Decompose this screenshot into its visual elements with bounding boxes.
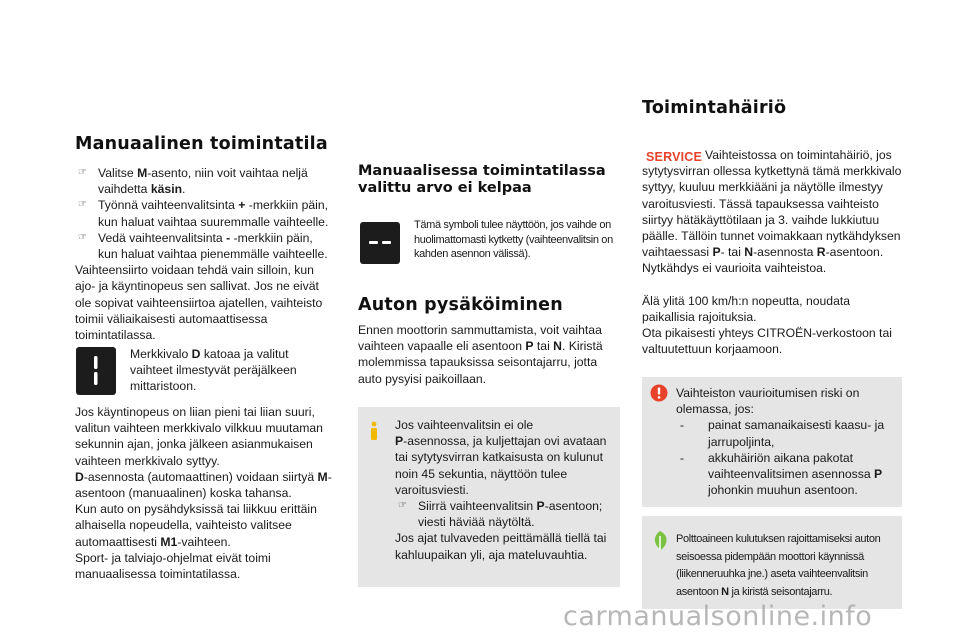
bullet-item: ☞ Työnnä vaihteenvalitsinta + -merkkiin päin, kun haluat vaihtaa suuremmalle vaihteelle.: [78, 198, 329, 229]
warning-panel: [642, 377, 902, 507]
bullet-item: ☞ Valitse M-asento, niin voit vaihtaa neljä vaihdetta käsin.: [78, 166, 308, 197]
invalid-symbol-icon: [360, 222, 400, 264]
digit-one-icon: [76, 347, 116, 395]
symbol-description: Tämä symboli tulee näyttöön, jos vaihde on huolimattomasti kytketty (vaihteenvalitsin on kahden asennon välissä).: [414, 219, 613, 260]
contact-text: Ota pikaisesti yhteys CITROËN-verkostoon tai valtuutettuun korjaamoon.: [642, 326, 892, 357]
gear-shift-paragraph: Vaihteensiirto voidaan tehdä vain silloin, kun ajo- ja käyntinopeus sen sallivat. Jos ne eivät ole sopivat vaihteensiirtoa ajatellen, vaihteisto toimii väliaikaisesti automaattisessa toimintatilassa.: [75, 263, 323, 343]
rpm-paragraph: Jos käyntinopeus on liian pieni tai liian suuri, valitun vaihteen merkkivalo vilkkuu muutaman sekunnin ajan, jonka jälkeen asianmukaisen vaihteen merkkivalo syttyy.: [75, 405, 323, 468]
manual-mode-title: Manuaalinen toimintatila: [75, 134, 328, 154]
hand-pointer-icon: ☞: [398, 500, 407, 512]
indicator-text: Merkkivalo D katoaa ja valitut vaihteet ilmestyvät peräjälkeen mittaristoon.: [130, 347, 297, 394]
service-warning-icon: SERVICE: [646, 150, 703, 164]
double-dash-icon: [360, 222, 400, 264]
programs-paragraph: Sport- ja talviajo-ohjelmat eivät toimi manuaalisessa toimintatilassa.: [75, 550, 271, 582]
gear-display-icon: [76, 347, 116, 395]
manual-mode-bullets: [75, 165, 330, 343]
hand-pointer-icon: ☞: [78, 167, 87, 178]
eco-leaf-icon: [650, 530, 670, 552]
low-speed-paragraph: Kun auto on pysähdyksissä tai liikkuu erittäin alhaisella nopeudella, vaihteisto valitsee automaattisesti M1-vaihteen.: [75, 502, 317, 549]
parking-title: Auton pysäköiminen: [358, 295, 563, 315]
invalid-value-title: Manuaalisessa toimintatilassa valittu arvo ei kelpaa: [358, 163, 606, 196]
watermark: carmanualsonline.info: [563, 601, 873, 632]
eco-panel: [642, 516, 902, 609]
hand-pointer-icon: ☞: [78, 199, 87, 211]
bullet-item: ☞ Vedä vaihteenvalitsinta - -merkkiin päin, kun haluat vaihtaa pienemmälle vaihteelle.: [78, 230, 328, 262]
info-icon: [367, 421, 381, 441]
mode-switch-paragraph: D-asennosta (automaattinen) voidaan siirtyä M-asentoon (manuaalinen) koska tahansa.: [75, 469, 332, 501]
warning-item: - painat samanaikaisesti kaasu- ja jarrupoljinta,: [680, 418, 885, 449]
warning-text: Vaihteiston vaurioitumisen riski on olemassa, jos: - painat samanaikaisesti kaasu- ja jarrupoljinta, - akkuhäiriön aikana pakotat vaihteenvalitsimen asennossa P johonkin muuhun asentoon.: [676, 385, 898, 498]
warning-icon: [650, 384, 668, 402]
warning-item: - akkuhäiriön aikana pakotat vaihteenvalitsimen asennossa P johonkin muuhun asentoon.: [680, 450, 883, 498]
parking-text: Ennen moottorin sammuttamista, voit vaihtaa vaihteen vapaalle eli asentoon P tai N. Kiristä molemmissa tapauksissa seisontajarru, jotta auto pysyisi paikoillaan.: [358, 323, 603, 386]
info-panel: [358, 407, 620, 587]
info-text: Jos vaihteenvalitsin ei ole P-asennossa, ja kuljettajan ovi avataan tai sytytysvirran katkaisusta on kulunut noin 45 sekuntia, näyttöön tulee varoitusviesti. ☞ Siirrä vaihteenvalitsin P-asentoon; viesti häviää näytöltä. Jos ajat tulvaveden peittämällä tiellä tai kahluupaikan yli, aja mateluvauhtia.: [395, 417, 615, 563]
malfunction-title: Toimintahäiriö: [642, 98, 787, 118]
malfunction-text: Vaihteistossa on toimintahäiriö, jos sytytysvirran ollessa kytkettynä tämä merkkivalo syttyy, kuuluu merkkiääni ja näytölle ilmestyy varoitusviesti. Tässä tapauksessa vaihteisto siirtyy hätäkäyttötilaan ja 3. vaihde lukkiutuu päälle. Tällöin tunnet voimakkaan nytkähdyksen vaihtaessasi P- tai N-asennosta R-asentoon. Nytkähdys ei vaurioita vaihteistoa.: [642, 148, 902, 276]
hand-pointer-icon: ☞: [78, 231, 87, 243]
speed-limit-text: Älä ylitä 100 km/h:n nopeutta, noudata paikallisia rajoituksia.: [642, 294, 851, 325]
eco-text: Polttoaineen kulutuksen rajoittamiseksi auton seisoessa pidempään moottori käynnissä (liikenneruuhka jne.) aseta vaihteenvalitsin asentoon N ja kiristä seisontajarru.: [676, 533, 881, 598]
rpm-paragraphs: [75, 404, 333, 582]
bullet-item: ☞ Siirrä vaihteenvalitsin P-asentoon; viesti häviää näytöltä.: [398, 499, 603, 530]
